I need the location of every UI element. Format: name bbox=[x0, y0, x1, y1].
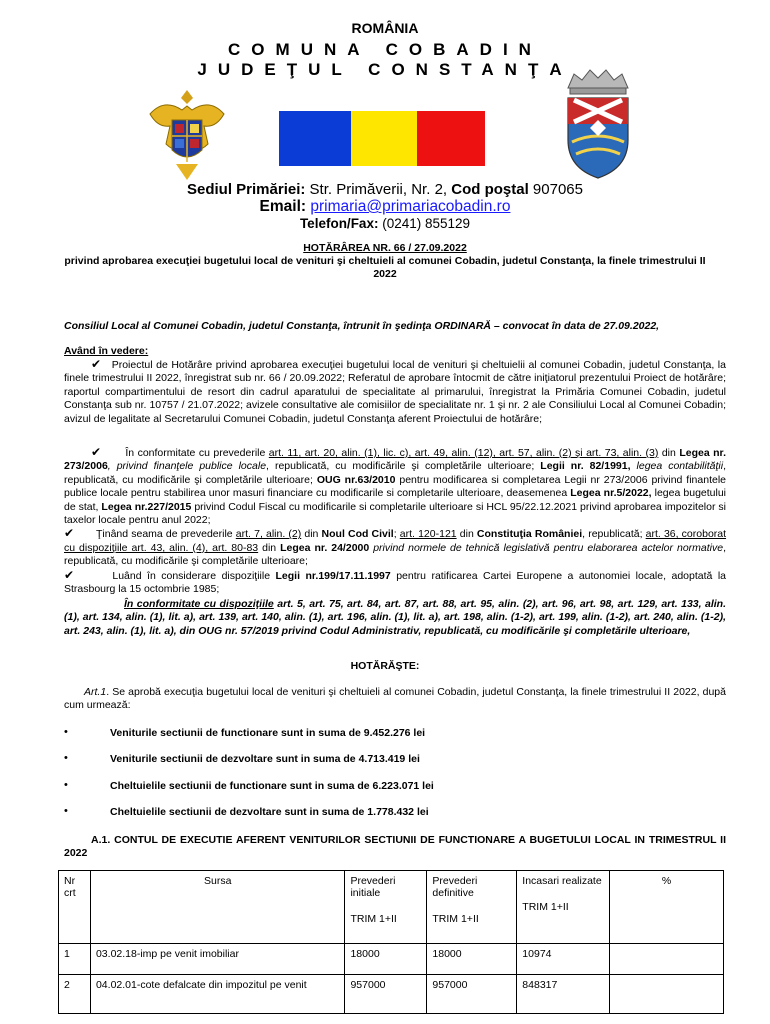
cell-sursa: 04.02.01-cote defalcate din impozitul pe venit bbox=[90, 975, 345, 1014]
decision-subject: privind aprobarea execuţiei bugetului local de venituri şi cheltuieli al comunei Cobadin, judetul Constanţa, la finele trimestrului II 2022 bbox=[64, 255, 706, 280]
c2-law2: Legii nr. 82/1991, bbox=[540, 460, 631, 473]
c2-refs: art. 11, art. 20, alin. (1), lic. c), art. 49, alin. (12), art. 57, alin. (2) şi art. 73, alin. (3) bbox=[268, 447, 659, 459]
header-sursa: Sursa bbox=[90, 871, 345, 944]
cell-pct bbox=[610, 944, 724, 975]
header-nr: Nr crt bbox=[59, 871, 91, 944]
c3-ref1: art. 7, alin. (2) bbox=[235, 528, 302, 541]
cell-pct bbox=[610, 975, 724, 1014]
trim-label: TRIM 1+II bbox=[350, 913, 397, 925]
c2-law3: Legea nr.5/2022, bbox=[570, 487, 652, 500]
bullet-icon: • bbox=[64, 805, 68, 817]
header-prev-init bbox=[345, 871, 427, 944]
c2-c: , republicată, cu modificările şi completările ulterioare; bbox=[266, 460, 535, 473]
c3-c: ; bbox=[393, 528, 397, 541]
cell-def: 957000 bbox=[427, 975, 517, 1014]
table-header-row bbox=[59, 871, 724, 944]
cell-inc: 10974 bbox=[517, 944, 610, 975]
c2-e: pentru modificarea si completarea Legii nr 273/2006 privind finantele publice locale pentru stabilirea unor masuri financiare cu modificarile si completarile ulterioare, deasemenea bbox=[64, 473, 726, 500]
c2-oug: OUG nr.63/2010 bbox=[316, 473, 396, 486]
c2-din: din bbox=[661, 447, 676, 459]
conformitate-paragraph bbox=[64, 598, 726, 638]
flag-stripe-yellow bbox=[351, 111, 417, 166]
country-title: ROMÂNIA bbox=[351, 20, 419, 36]
flag-stripe-red bbox=[417, 111, 485, 166]
cell-init: 957000 bbox=[345, 975, 427, 1014]
consideration-1 bbox=[64, 358, 726, 426]
sediu-line bbox=[0, 181, 770, 198]
c3-ref2: art. 120-121 bbox=[399, 528, 457, 541]
c2-g: privind Codul Fiscal cu modificarile si completarile ulterioare si HCL 95/22.12.2021 privind aprobarea impozitelor si taxelor locale pentru anul 2022; bbox=[64, 500, 726, 527]
art1-paragraph bbox=[64, 686, 726, 713]
art1-label: Art.1 bbox=[84, 686, 107, 698]
tel-label: Telefon/Fax: bbox=[299, 216, 379, 231]
cobadin-coat-of-arms-icon bbox=[562, 66, 634, 182]
flag-stripe-blue bbox=[279, 111, 351, 166]
consideration-2 bbox=[64, 446, 726, 596]
trim-label: TRIM 1+II bbox=[522, 901, 569, 913]
bullet-item: Cheltuielile sectiunii de functionare sunt in suma de 6.223.071 lei bbox=[110, 780, 434, 792]
checkmark-icon: ✔ bbox=[64, 526, 75, 541]
conformitate-lead: În conformitate cu dispoziţiile bbox=[124, 598, 274, 610]
bullet-icon: • bbox=[64, 779, 68, 791]
c3-din2: din bbox=[459, 528, 474, 541]
c3-const: Constituţia României bbox=[476, 528, 583, 541]
revenue-table bbox=[58, 870, 724, 1014]
email-link[interactable]: primaria@primariacobadin.ro bbox=[310, 198, 511, 215]
c2-law4: Legea nr.227/2015 bbox=[101, 500, 192, 513]
c2-law1-name: , privind finanţele publice locale bbox=[107, 460, 267, 473]
c3-e: , republicată; bbox=[582, 528, 643, 541]
c3-ref3: art. 36, coroborat cu dispoziţiile art. 43, alin. (4), art. 80-83 bbox=[64, 528, 727, 554]
c2-law1: Legea nr. 273/2006 bbox=[64, 447, 726, 473]
c3-law-name: privind normele de tehnică legislativă pentru elaborarea actelor normative bbox=[373, 541, 724, 554]
bullet-item: Veniturile sectiunii de functionare sunt in suma de 9.452.276 lei bbox=[110, 727, 426, 739]
header-pct: % bbox=[610, 871, 724, 944]
avand-label: Având în vedere: bbox=[64, 345, 149, 357]
c3-g: , republicată, cu modificările şi completările ulterioare; bbox=[64, 541, 727, 568]
header-prev-def bbox=[427, 871, 517, 944]
art1-text: . Se aprobă execuţia bugetului local de venituri şi cheltuieli al comunei Cobadin, judetul Constanţa, la finele trimestrului II 2022, după cum urmează: bbox=[64, 686, 726, 712]
cell-def: 18000 bbox=[427, 944, 517, 975]
c3-code: Noul Cod Civil bbox=[321, 528, 394, 541]
table-row bbox=[59, 975, 724, 1014]
header-incasari bbox=[517, 871, 610, 944]
bullet-icon: • bbox=[64, 752, 68, 764]
bullet-icon: • bbox=[64, 726, 68, 738]
prev-init-label: Prevederi initiale bbox=[350, 875, 396, 899]
c3-lead: Ţinând seama de prevederile bbox=[96, 528, 233, 541]
c4-b: pentru ratificarea Cartei Europene a autonomiei locale, adoptată la Strasbourg la 15 octombrie 1985; bbox=[64, 569, 727, 596]
telefon-line bbox=[0, 216, 770, 231]
tel-value: (0241) 855129 bbox=[382, 216, 471, 231]
c4-law: Legii nr.199/17.11.1997 bbox=[275, 569, 391, 582]
section-a1-title: A.1. CONTUL DE EXECUTIE AFERENT VENITURILOR SECTIUNII DE FUNCTIONARE A BUGETULUI LOCAL IN TRIMESTRUL II 2022 bbox=[64, 834, 726, 860]
email-label: Email: bbox=[259, 198, 307, 215]
trim-label: TRIM 1+II bbox=[432, 913, 479, 925]
intro-paragraph: Consiliul Local al Comunei Cobadin, judetul Constanţa, întrunit în şedinţa ORDINARĂ – convocat în data de 27.09.2022, bbox=[64, 320, 660, 332]
cell-sursa: 03.02.18-imp pe venit imobiliar bbox=[90, 944, 345, 975]
c2-f: legea bugetului de stat, bbox=[64, 487, 727, 513]
c3-law: Legea nr. 24/2000 bbox=[280, 541, 370, 554]
conformitate-rest: art. 5, art. 75, art. 84, art. 87, art. 88, art. 95, alin. (2), art. 96, art. 98, art. 129, art. 133, alin. (1), art. 134, alin. (1), lit. a), art. 139, art. 140, alin. (1), art. 196, alin. (1), lit. a), art. 198, alin. (1-2), art. 199, alin. (1-2), art. 240, alin. (1-2), art. 243, alin. (1), lit. a), din OUG nr. 57/2019 privind Codul Administrativ, republicată, cu modificările şi completările ulterioare, bbox=[64, 598, 727, 637]
judet-title: JUDEŢUL CONSTANŢA bbox=[197, 60, 573, 79]
bullet-item: Cheltuielile sectiunii de dezvoltare sunt in suma de 1.778.432 lei bbox=[110, 806, 429, 818]
hotaraste-title: HOTĂRĂŞTE: bbox=[350, 660, 420, 672]
cod-value: 907065 bbox=[532, 181, 583, 198]
c3-din: din bbox=[304, 528, 319, 541]
decision-title: HOTĂRÂREA NR. 66 / 27.09.2022 bbox=[303, 242, 467, 254]
checkmark-icon: ✔ bbox=[64, 567, 75, 582]
c2-lead: În conformitate cu prevederile bbox=[125, 447, 266, 459]
cell-nr: 2 bbox=[59, 975, 91, 1014]
email-line bbox=[0, 198, 770, 216]
c2-law2-name: legea contabilităţii bbox=[636, 460, 724, 473]
c2-d: , republicată, cu modificările şi completările ulterioare; bbox=[64, 460, 726, 486]
cell-inc: 848317 bbox=[517, 975, 610, 1014]
c4-lead: Luând în considerare dispoziţiile bbox=[112, 569, 271, 582]
table-row bbox=[59, 944, 724, 975]
c3-din3: din bbox=[262, 541, 277, 554]
cell-init: 18000 bbox=[345, 944, 427, 975]
sediu-label: Sediul Primăriei: bbox=[187, 181, 306, 198]
bullet-item: Veniturile sectiunii de dezvoltare sunt in suma de 4.713.419 lei bbox=[110, 753, 420, 765]
checkmark-icon: ✔ bbox=[91, 357, 102, 371]
prev-def-label: Prevederi definitive bbox=[432, 875, 478, 899]
sediu-value: Str. Primăverii, Nr. 2, bbox=[309, 181, 448, 198]
consideration-1-text: Proiectul de Hotărâre privind aprobarea execuţiei bugetului local de venituri şi cheltuielii al comunei Cobadin, judetul Constanţa, la finele trimestrului II 2022, înregistrat sub nr. 66 / 20.09.2022; Referatul de aprobare întocmit de către iniţiatorul prezentului Proiect de hotărâre; raportul compartimentului de resort din cadrul aparatului de specialitate al primarului, înregistrat la Primăria Comunei Cobadin, judetul Constanţa sub nr. 10757 / 21.07.2022; avizele consultative ale comisiilor de specialitate nr. 1 şi nr. 2 ale Consiliului Local al Comunei Cobadin; avizul de legalitate al Secretarului Comunei Cobadin, judetul Constanţa aferent Proiectului de hotărâre; bbox=[64, 359, 726, 425]
cell-nr: 1 bbox=[59, 944, 91, 975]
checkmark-icon: ✔ bbox=[91, 445, 102, 459]
romania-coat-of-arms-icon bbox=[146, 84, 228, 184]
incasari-label: Incasari realizate bbox=[522, 875, 602, 887]
comuna-title: COMUNA COBADIN bbox=[228, 40, 542, 59]
cod-label: Cod poştal bbox=[451, 181, 529, 198]
